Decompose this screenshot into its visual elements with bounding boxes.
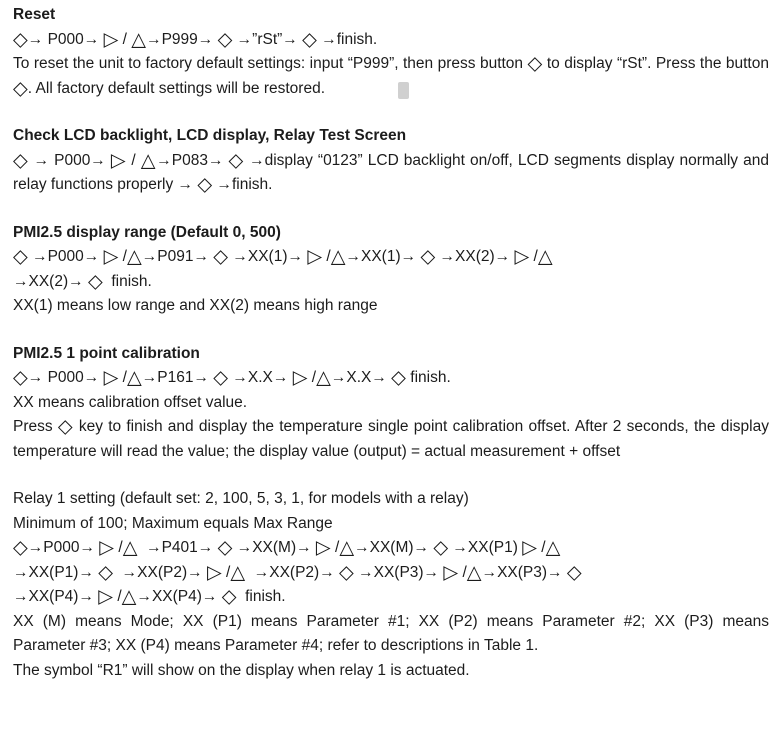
note-text: XX means calibration offset value. [13, 393, 248, 411]
diamond-key-icon: ◇ [420, 246, 436, 268]
paragraph: XX (M) means Mode; XX (P1) means Parameter #1; XX (P2) means Parameter #2; XX (P3) means Parameter #3; XX (P4) means Parameter #4; refer to descriptions in Table 1. [13, 612, 769, 654]
diamond-key-icon: ◇ [87, 271, 103, 293]
key-sequence: ◇→ P000→ ▷ / △→P999→ ◇ →”rSt”→ ◇ →finish. [13, 29, 378, 51]
note-text: The symbol “R1” will show on the display when relay 1 is actuated. [13, 661, 470, 679]
key-sequence: ◇→ P000→ ▷ /△→P161→ ◇ →X.X→ ▷ /△→X.X→ ◇ finish. [13, 367, 451, 389]
diamond-key-icon: ◇ [13, 367, 28, 389]
paragraph: Press ◇ key to finish and display the temperature single point calibration offset. After 2 seconds, the display temperature will read the value; the display value (output) = actual measurement + offset [13, 416, 769, 460]
diamond-key-icon: ◇ [527, 53, 543, 75]
up-triangle-key-icon: △ [131, 29, 147, 51]
diamond-key-icon: ◇ [217, 537, 233, 559]
diamond-key-icon: ◇ [98, 562, 114, 584]
intro-line: Relay 1 setting (default set: 2, 100, 5, 3, 1, for models with a relay) [13, 490, 469, 507]
right-triangle-key-icon: ▷ [307, 246, 323, 268]
up-triangle-key-icon: △ [121, 586, 137, 608]
up-triangle-key-icon: △ [127, 246, 142, 268]
up-triangle-key-icon: △ [140, 150, 157, 172]
diamond-key-icon: ◇ [217, 29, 233, 51]
section-display-range [13, 221, 769, 319]
right-triangle-key-icon: ▷ [103, 29, 119, 51]
key-sequence-line: →XX(P1)→ ◇ →XX(P2)→ ▷ /△ →XX(P2)→ ◇ →XX(P3)→ ▷ /△→XX(P3)→ ◇ [13, 562, 582, 584]
diamond-key-icon: ◇ [13, 78, 28, 100]
section-relay-setting [13, 487, 769, 683]
right-triangle-key-icon: ▷ [99, 537, 115, 559]
right-triangle-key-icon: ▷ [514, 246, 530, 268]
right-triangle-key-icon: ▷ [103, 246, 119, 268]
diamond-key-icon: ◇ [228, 150, 245, 172]
section-heading: Check LCD backlight, LCD display, Relay Test Screen [13, 127, 407, 144]
section-heading: PMI2.5 display range (Default 0, 500) [13, 223, 281, 241]
diamond-key-icon: ◇ [433, 537, 449, 559]
right-triangle-key-icon: ▷ [110, 150, 127, 172]
diamond-key-icon: ◇ [391, 367, 406, 389]
diamond-key-icon: ◇ [13, 29, 28, 51]
up-triangle-key-icon: △ [230, 562, 246, 584]
diamond-key-icon: ◇ [13, 150, 29, 172]
key-sequence-line: →XX(2)→ ◇ finish. [13, 271, 152, 293]
diamond-key-icon: ◇ [339, 562, 354, 584]
right-triangle-key-icon: ▷ [292, 367, 308, 389]
right-triangle-key-icon: ▷ [98, 586, 114, 608]
diamond-key-icon: ◇ [13, 537, 28, 559]
up-triangle-key-icon: △ [545, 537, 561, 559]
intro-line: Minimum of 100; Maximum equals Max Range [13, 514, 333, 532]
mouse-cursor-artifact [398, 82, 409, 99]
up-triangle-key-icon: △ [316, 367, 331, 389]
diamond-key-icon: ◇ [566, 562, 582, 584]
key-sequence-line: →XX(P4)→ ▷ /△→XX(P4)→ ◇ finish. [13, 586, 286, 608]
diamond-key-icon: ◇ [213, 367, 229, 389]
key-sequence: ◇ → P000→ ▷ / △→P083→ ◇ →display “0123” LCD backlight on/off, LCD segments display normally and relay functions properly → ◇ →finish. [13, 150, 769, 196]
up-triangle-key-icon: △ [330, 246, 346, 268]
paragraph: To reset the unit to factory default settings: input “P999”, then press button ◇ to display “rSt”. Press the button ◇. All factory default settings will be restored. [13, 53, 769, 100]
key-sequence-line: ◇ →P000→ ▷ /△→P091→ ◇ →XX(1)→ ▷ /△→XX(1)→ ◇ →XX(2)→ ▷ /△ [13, 246, 553, 268]
section-heading: PMI2.5 1 point calibration [13, 344, 200, 362]
up-triangle-key-icon: △ [339, 537, 355, 559]
key-sequence-line: ◇→P000→ ▷ /△ →P401→ ◇ →XX(M)→ ▷ /△→XX(M)→ ◇ →XX(P1) ▷ /△ [13, 537, 561, 559]
diamond-key-icon: ◇ [213, 246, 229, 268]
section-lcd-test [13, 124, 769, 198]
diamond-key-icon: ◇ [221, 586, 237, 608]
section-calibration [13, 342, 769, 465]
note-text: XX(1) means low range and XX(2) means high range [13, 297, 378, 314]
up-triangle-key-icon: △ [537, 246, 553, 268]
section-reset [13, 3, 769, 101]
right-triangle-key-icon: ▷ [443, 562, 459, 584]
diamond-key-icon: ◇ [13, 246, 28, 268]
up-triangle-key-icon: △ [127, 367, 142, 389]
diamond-key-icon: ◇ [57, 416, 74, 438]
diamond-key-icon: ◇ [197, 174, 213, 196]
right-triangle-key-icon: ▷ [522, 537, 537, 559]
up-triangle-key-icon: △ [466, 562, 482, 584]
right-triangle-key-icon: ▷ [315, 537, 331, 559]
right-triangle-key-icon: ▷ [103, 367, 119, 389]
up-triangle-key-icon: △ [122, 537, 138, 559]
right-triangle-key-icon: ▷ [206, 562, 222, 584]
section-heading: Reset [13, 6, 56, 23]
diamond-key-icon: ◇ [302, 29, 317, 51]
